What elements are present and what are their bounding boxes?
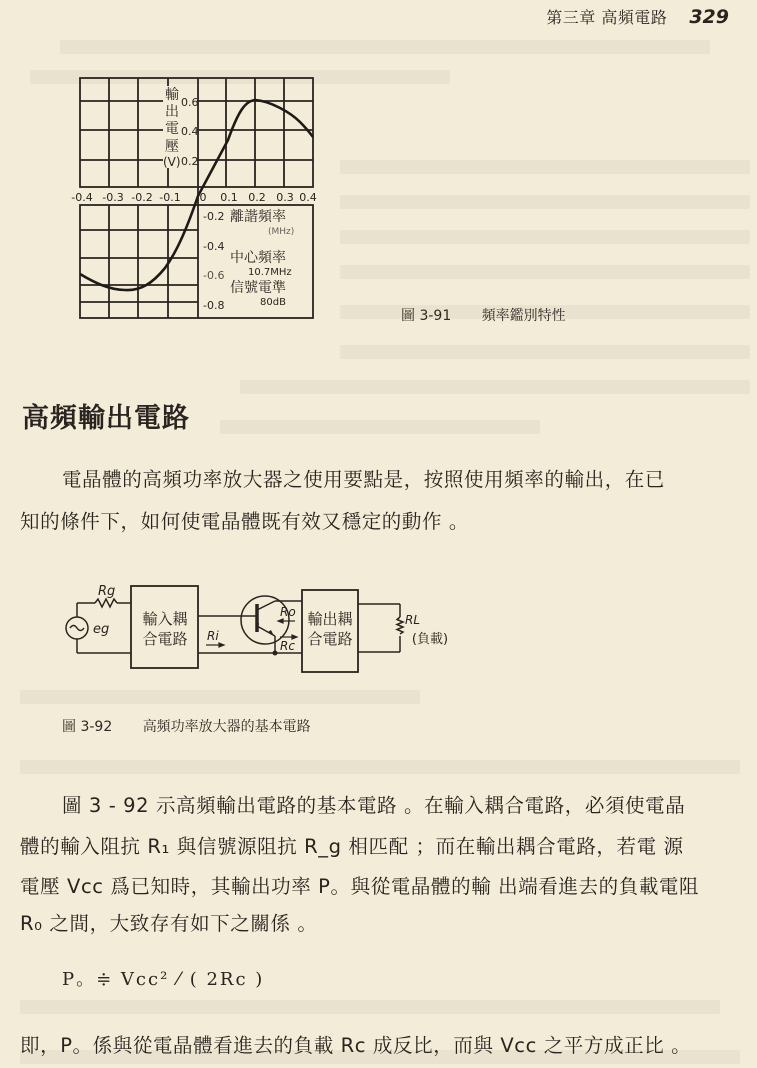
svg-text:(MHz): (MHz) — [268, 227, 295, 237]
running-head — [546, 5, 729, 28]
figure-3-91-caption — [401, 305, 566, 325]
y-tick-labels — [181, 96, 224, 312]
ri-arrow-icon — [219, 643, 224, 647]
paragraph-2-line-4: R₀ 之間，大致存有如下之關係 。 — [20, 912, 318, 935]
y-axis-label — [163, 86, 181, 169]
svg-text:-0.4: -0.4 — [203, 240, 225, 253]
svg-text:RL: RL — [405, 613, 421, 627]
svg-text:-0.8: -0.8 — [203, 299, 225, 312]
section-heading: 高頻輸出電路 — [22, 403, 190, 434]
svg-text:-0.3: -0.3 — [102, 191, 124, 204]
paragraph-1-line-2: 知的條件下，如何使電晶體既有效又穩定的動作 。 — [20, 510, 469, 533]
svg-text:中心頻率: 中心頻率 — [230, 250, 286, 266]
svg-text:-0.6: -0.6 — [203, 269, 225, 282]
figure-3-92-caption — [62, 716, 311, 736]
paragraph-2-line-3: 電壓 Vcc 爲已知時，其輸出功率 P。與從電晶體的輸 出端看進去的負載電阻 — [20, 875, 700, 898]
svg-text:(V): (V) — [163, 155, 181, 169]
svg-text:(負載): (負載) — [411, 632, 449, 647]
svg-text:0.6: 0.6 — [181, 96, 199, 109]
page-number: 329 — [689, 6, 729, 28]
svg-text:信號電準: 信號電準 — [230, 280, 286, 296]
svg-text:Ri: Ri — [207, 629, 219, 643]
svg-text:0.3: 0.3 — [276, 191, 294, 204]
svg-text:壓: 壓 — [165, 139, 179, 155]
svg-text:0.1: 0.1 — [220, 191, 238, 204]
svg-text:Rc: Rc — [280, 639, 295, 653]
svg-text:Rg: Rg — [98, 584, 116, 599]
svg-text:出: 出 — [165, 104, 179, 120]
figure-3-91-chart — [60, 70, 340, 330]
resistor-rl-icon — [397, 617, 403, 634]
figure-number: 圖 3-92 — [62, 719, 113, 735]
figure-3-92-circuit — [55, 575, 475, 685]
resistor-rg-icon — [95, 599, 117, 607]
svg-text:10.7MHz: 10.7MHz — [248, 267, 292, 278]
svg-text:-0.1: -0.1 — [159, 191, 181, 204]
svg-text:輸出耦: 輸出耦 — [307, 610, 353, 628]
paragraph-2-line-2: 體的輸入阻抗 R₁ 與信號源阻抗 R_g 相匹配 ；而在輸出耦合電路，若電 源 — [20, 835, 684, 858]
equation: P。≑ Vcc² ⁄ ( 2Rc ) — [62, 969, 265, 990]
svg-text:-0.2: -0.2 — [203, 210, 225, 223]
x-tick-labels — [71, 191, 316, 204]
figure-number: 圖 3-91 — [401, 308, 452, 324]
svg-text:輸: 輸 — [165, 87, 179, 103]
svg-text:0.4: 0.4 — [181, 125, 199, 138]
figure-title: 頻率鑑別特性 — [481, 308, 566, 324]
chapter-title: 第三章 高頻電路 — [546, 8, 668, 27]
svg-text:合電路: 合電路 — [142, 630, 188, 648]
svg-text:0.2: 0.2 — [248, 191, 266, 204]
paragraph-2-line-1: 圖 3 - 92 示高頻輸出電路的基本電路 。在輸入耦合電路，必須使電晶 — [62, 794, 686, 817]
svg-text:輸入耦: 輸入耦 — [142, 610, 188, 628]
svg-text:電: 電 — [165, 121, 179, 137]
svg-text:0.2: 0.2 — [181, 155, 199, 168]
svg-text:0: 0 — [199, 191, 207, 204]
ro-arrow-icon — [278, 619, 283, 623]
chart-annotations — [230, 208, 294, 308]
paragraph-1-line-1: 電晶體的高頻功率放大器之使用要點是，按照使用頻率的輸出，在已 — [62, 468, 666, 491]
svg-text:eg: eg — [93, 622, 110, 637]
svg-text:合電路: 合電路 — [307, 630, 353, 648]
svg-text:-0.2: -0.2 — [131, 191, 153, 204]
figure-title: 高頻功率放大器的基本電路 — [142, 719, 311, 735]
svg-text:80dB: 80dB — [260, 297, 286, 308]
svg-text:Ro: Ro — [280, 605, 296, 619]
svg-text:-0.4: -0.4 — [71, 191, 93, 204]
svg-text:離諧頻率: 離諧頻率 — [230, 209, 286, 225]
paragraph-3-line-1: 即，P。係與從電晶體看進去的負載 Rc 成反比，而與 Vcc 之平方成正比 。 — [20, 1034, 692, 1057]
svg-text:0.4: 0.4 — [299, 191, 317, 204]
